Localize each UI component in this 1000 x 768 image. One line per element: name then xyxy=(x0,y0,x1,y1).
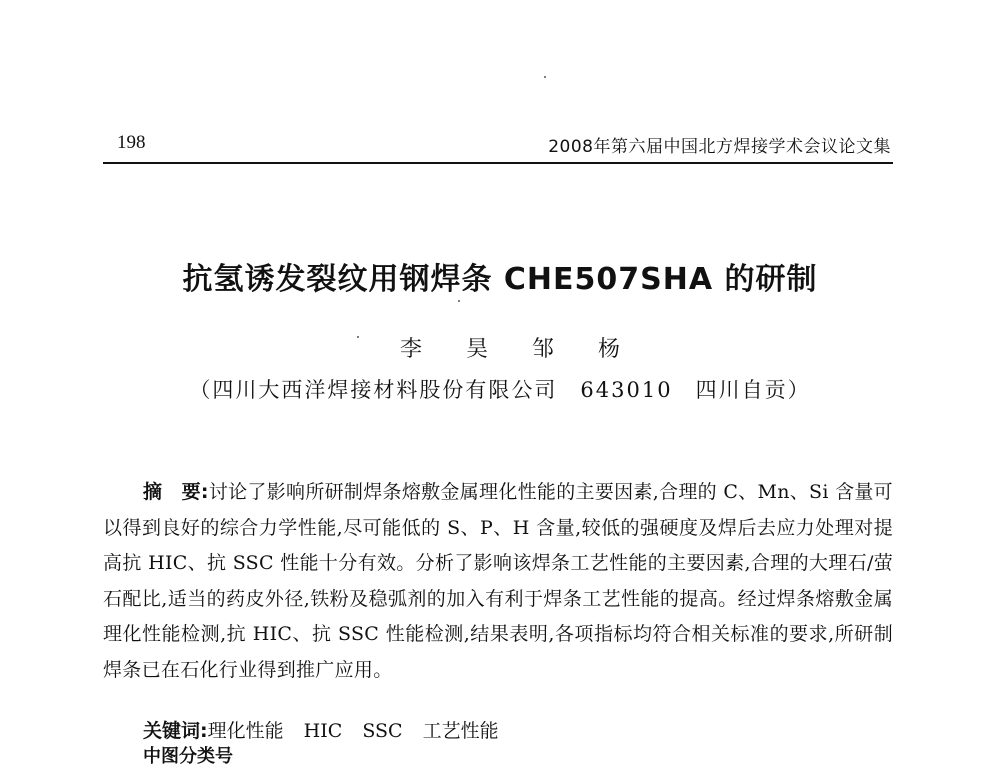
partial-next-line xyxy=(143,746,443,767)
author-name: 昊 xyxy=(465,337,488,362)
author-list xyxy=(400,332,620,363)
classification-label: 中图分类号 xyxy=(143,746,233,767)
keyword: HIC xyxy=(303,720,343,742)
scan-speck xyxy=(544,76,546,78)
paper-title: 抗氢诱发裂纹用钢焊条 CHE507SHA 的研制 xyxy=(182,262,818,297)
running-title: 2008年第六届中国北方焊接学术会议论文集 xyxy=(548,137,891,157)
abstract-text: 讨论了影响所研制焊条熔敷金属理化性能的主要因素,合理的 C、Mn、Si 含量可以得到良好的综合力学性能,尽可能低的 S、P、H 含量,较低的强硬度及焊后去应力处理对提高抗 HIC、抗 SSC 性能十分有效。分析了影响该焊条工艺性能的主要因素,合理的大理石/萤石配比,适当的药皮外径,铁粉及稳弧剂的加入有利于焊条工艺性能的提高。经过焊条熔敷金属理化性能检测,抗 HIC、抗 SSC 性能检测,结果表明,各项指标均符合相关标准的要求,所研制焊条已在石化行业得到推广应用。 xyxy=(103,481,893,681)
abstract xyxy=(103,475,893,688)
keywords xyxy=(143,716,893,743)
author-name: 李 xyxy=(400,337,423,362)
author-name: 邹 xyxy=(531,337,554,362)
keyword: 理化性能 xyxy=(207,720,284,742)
keyword: 工艺性能 xyxy=(422,720,499,742)
running-header xyxy=(103,130,893,160)
abstract-label: 摘 要: xyxy=(143,481,209,503)
author-name: 杨 xyxy=(597,337,620,362)
page-number: 198 xyxy=(117,132,146,153)
scan-speck xyxy=(357,336,359,338)
keywords-label: 关键词: xyxy=(143,720,208,742)
header-rule xyxy=(103,162,893,164)
scan-speck xyxy=(458,300,460,302)
keyword: SSC xyxy=(362,720,403,742)
author-affiliation: （四川大西洋焊接材料股份有限公司 643010 四川自贡） xyxy=(189,378,811,402)
